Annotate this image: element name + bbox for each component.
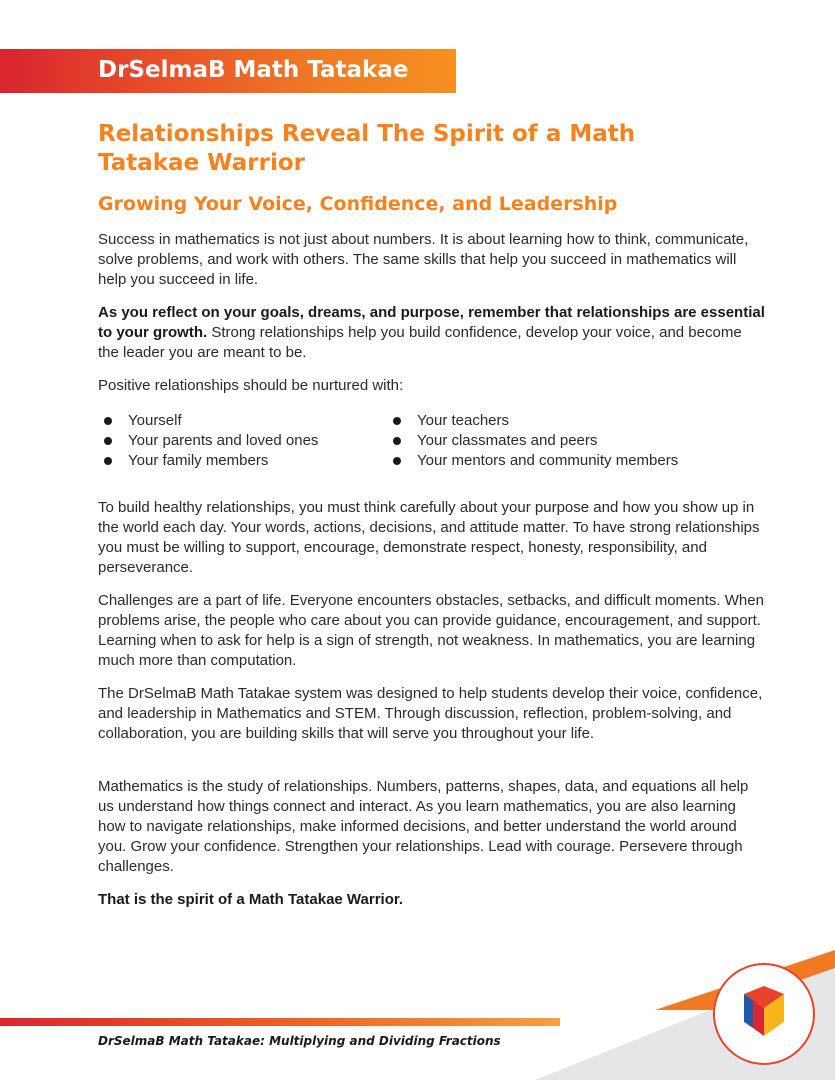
page-subtitle: Growing Your Voice, Confidence, and Leadership	[98, 193, 618, 215]
footer-text: DrSelmaB Math Tatakae: Multiplying and Dividing Fractions	[98, 1034, 501, 1048]
list-item: Your family members	[98, 451, 318, 471]
paragraph-system: The DrSelmaB Math Tatakae system was designed to help students develop their voice, confidence, and leadership in Mathematics and STEM. Through discussion, reflection, problem-solving, and collaboration, you are building skills that will serve you throughout your life.	[98, 685, 763, 742]
math-tatakae-logo-icon	[714, 964, 814, 1064]
list-item: Your classmates and peers	[387, 431, 678, 451]
list-item: Your mentors and community members	[387, 451, 678, 471]
corner-decoration	[535, 950, 835, 1080]
paragraph-mathematics: Mathematics is the study of relationships. Numbers, patterns, shapes, data, and equations all help us understand how things connect and interact. As you learn mathematics, you are also learning how to navigate relationships, make informed decisions, and better understand the world around you. Grow your confidence. Strengthen your relationships. Lead with courage. Persevere through challenges.	[98, 778, 749, 875]
paragraph-challenges: Challenges are a part of life. Everyone encounters obstacles, setbacks, and difficult moments. When problems arise, the people who care about you can provide guidance, encouragement, and support. Learning when to ask for help is a sign of strength, not weakness. In mathematics, you are learning much more than computation.	[98, 592, 764, 669]
list-item: Your parents and loved ones	[98, 431, 318, 451]
header-title: DrSelmaB Math Tatakae	[98, 57, 409, 83]
list-item: Your teachers	[387, 411, 678, 431]
relationships-list-left	[98, 411, 318, 471]
relationships-list-right	[387, 411, 678, 471]
paragraph-reflect	[98, 303, 766, 363]
paragraph-reflect-rest: Strong relationships help you build confidence, develop your voice, and become the leader you are meant to be.	[98, 324, 742, 361]
closing-statement: That is the spirit of a Math Tatakae Warrior.	[98, 891, 404, 908]
page-title: Relationships Reveal The Spirit of a Math Tatakae Warrior	[98, 121, 636, 176]
footer-stripe	[0, 1018, 560, 1026]
paragraph-intro: Success in mathematics is not just about numbers. It is about learning how to think, communicate, solve problems, and work with others. The same skills that help you succeed in mathematics will help you succeed in life.	[98, 231, 749, 288]
paragraph-healthy-relationships: To build healthy relationships, you must think carefully about your purpose and how you show up in the world each day. Your words, actions, decisions, and attitude matter. To have strong relationships you must be willing to support, encourage, demonstrate respect, honesty, responsibility, and perseverance.	[98, 499, 760, 576]
paragraph-list-intro: Positive relationships should be nurtured with:	[98, 377, 404, 394]
list-item: Yourself	[98, 411, 318, 431]
paragraph-reflect-bold: As you reflect on your goals, dreams, and purpose, remember that relationships are essential to your growth.	[98, 304, 765, 341]
